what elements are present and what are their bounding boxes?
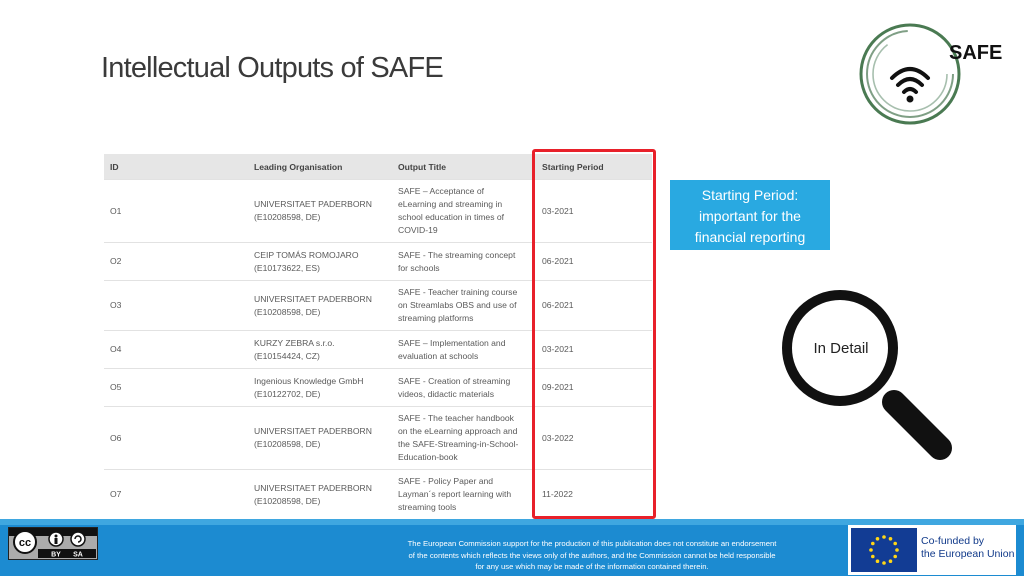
- title-line: eLearning and streaming in: [398, 199, 503, 209]
- title-line: school education in times of: [398, 212, 505, 222]
- title-line: for schools: [398, 262, 440, 273]
- cc-sa-label: SA: [73, 551, 83, 559]
- callout-line: financial reporting: [694, 229, 806, 245]
- svg-text:cc: cc: [18, 537, 32, 549]
- title-line: Layman´s report learning with: [398, 489, 512, 500]
- title-line: videos, didactic materials: [398, 388, 495, 399]
- leading-organisation: [248, 180, 392, 243]
- leading-organisation: [248, 470, 392, 520]
- page-title: Intellectual Outputs of SAFE: [101, 52, 443, 84]
- in-detail-label: In Detail: [813, 340, 869, 357]
- callout-line: important for the: [699, 208, 801, 224]
- output-id: O5: [104, 369, 248, 407]
- cc-by-sa-icon: [9, 528, 97, 559]
- disclaimer-line: The European Commission support for the production of this publication does not constitute an endorsement: [407, 539, 777, 548]
- output-id: O4: [104, 331, 248, 369]
- title-line: streaming tools: [398, 502, 457, 513]
- title-line: evaluation at schools: [398, 350, 479, 361]
- organisation-code: (E10122702, DE): [254, 388, 321, 399]
- column-header-organisation: Leading Organisation: [248, 154, 392, 180]
- starting-period: 06-2021: [536, 281, 652, 331]
- leading-organisation: [248, 369, 392, 407]
- organisation-code: (E10208598, DE): [254, 212, 321, 222]
- title-line: streaming platforms: [398, 313, 474, 323]
- title-line: COVID-19: [398, 225, 438, 235]
- title-line: on the eLearning approach and: [398, 426, 518, 436]
- output-title: [392, 369, 536, 407]
- footer-bar: [0, 519, 1024, 576]
- output-title: [392, 281, 536, 331]
- eu-flag-icon: [851, 528, 917, 572]
- starting-period-highlight-box: [532, 149, 656, 519]
- title-line: SAFE – Acceptance of: [398, 186, 484, 196]
- wifi-icon: [892, 69, 928, 92]
- output-id: O6: [104, 407, 248, 470]
- title-line: SAFE - The streaming concept: [398, 249, 516, 260]
- organisation-code: (E10173622, ES): [254, 262, 320, 273]
- title-line: SAFE – Implementation and: [398, 337, 506, 348]
- organisation-name: UNIVERSITAET PADERBORN: [254, 426, 372, 436]
- output-title: [392, 407, 536, 470]
- column-header-id: ID: [104, 154, 248, 180]
- callout-line: Starting Period:: [701, 187, 799, 203]
- leading-organisation: [248, 281, 392, 331]
- leading-organisation: [248, 407, 392, 470]
- organisation-name: UNIVERSITAET PADERBORN: [254, 199, 372, 209]
- output-title: [392, 180, 536, 243]
- leading-organisation: [248, 331, 392, 369]
- organisation-code: (E10208598, DE): [254, 306, 321, 317]
- leading-organisation: [248, 243, 392, 281]
- starting-period: 03-2022: [536, 407, 652, 470]
- starting-period-callout: [670, 180, 830, 250]
- eu-disclaimer-text: [366, 538, 818, 573]
- cc-by-label: BY: [51, 551, 61, 559]
- organisation-name: CEIP TOMÁS ROMOJARO: [254, 249, 359, 260]
- disclaimer-line: for any use which may be made of the information contained therein.: [475, 562, 709, 571]
- output-id: O2: [104, 243, 248, 281]
- organisation-name: KURZY ZEBRA s.r.o.: [254, 337, 335, 348]
- column-header-output-title: Output Title: [392, 154, 536, 180]
- eu-text-line: the European Union: [921, 548, 1015, 560]
- creative-commons-license-badge: [8, 527, 98, 560]
- title-line: Education-book: [398, 452, 458, 462]
- organisation-code: (E10208598, DE): [254, 439, 321, 449]
- starting-period: 09-2021: [536, 369, 652, 407]
- starting-period: 06-2021: [536, 243, 652, 281]
- organisation-code: (E10154424, CZ): [254, 350, 320, 361]
- safe-logo-text: SAFE: [949, 42, 1003, 64]
- organisation-name: Ingenious Knowledge GmbH: [254, 375, 364, 386]
- output-id: O3: [104, 281, 248, 331]
- disclaimer-line: of the contents which reflects the views only of the authors, and the Commission cannot be held responsible: [408, 550, 776, 560]
- organisation-name: UNIVERSITAET PADERBORN: [254, 482, 372, 493]
- starting-period: 03-2021: [536, 331, 652, 369]
- output-id: O1: [104, 180, 248, 243]
- magnifier-icon: [780, 288, 956, 464]
- organisation-code: (E10208598, DE): [254, 495, 321, 506]
- title-line: the SAFE-Streaming-in-School-: [398, 439, 519, 449]
- output-title: [392, 243, 536, 281]
- organisation-name: UNIVERSITAET PADERBORN: [254, 293, 372, 304]
- title-line: SAFE - Policy Paper and: [398, 476, 494, 487]
- column-header-starting-period: Starting Period: [536, 154, 652, 180]
- eu-cofunded-logo: [848, 525, 1016, 575]
- eu-cofunded-text: [921, 535, 1014, 561]
- title-line: SAFE - The teacher handbook: [398, 413, 514, 423]
- title-line: SAFE - Creation of streaming: [398, 375, 511, 386]
- title-line: on Streamlabs OBS and use of: [398, 300, 517, 310]
- title-line: SAFE - Teacher training course: [398, 287, 518, 297]
- output-title: [392, 470, 536, 520]
- output-title: [392, 331, 536, 369]
- safe-logo-rings-icon: [858, 22, 1006, 126]
- starting-period: 11-2022: [536, 470, 652, 520]
- eu-text-line: Co-funded by: [921, 535, 985, 547]
- starting-period: 03-2021: [536, 180, 652, 243]
- output-id: O7: [104, 470, 248, 520]
